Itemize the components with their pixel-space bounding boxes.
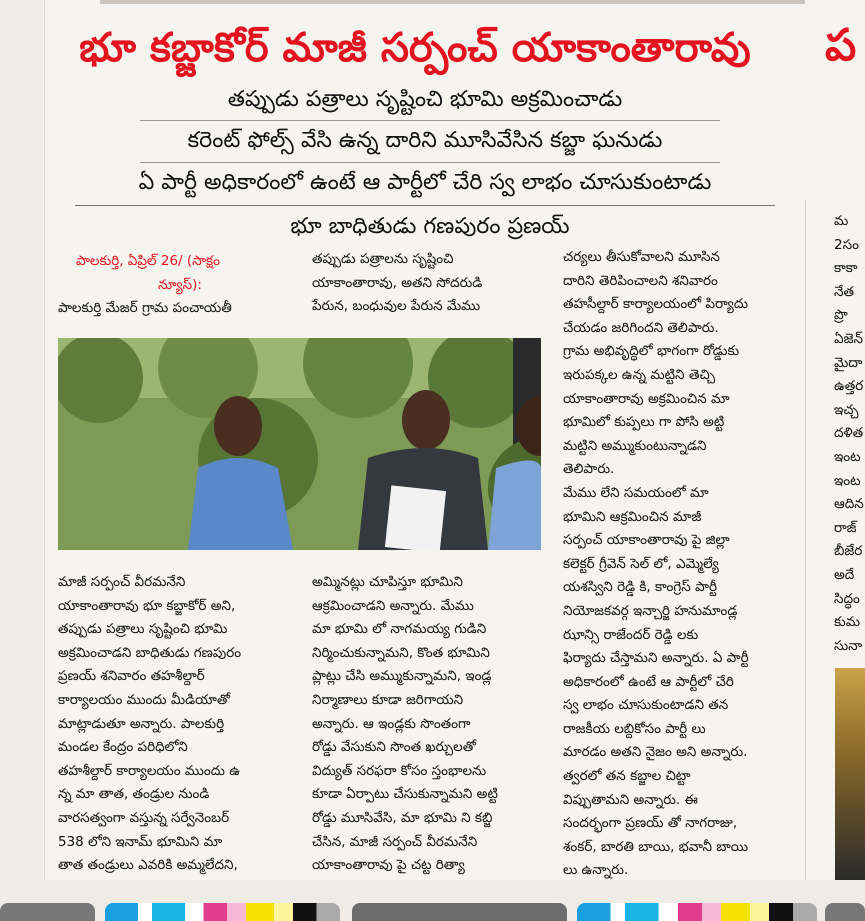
body-line: ఆక్రమించాడని అన్నారు. మేము: [312, 597, 474, 614]
body-line: తహశీల్దార్ కార్యాలయం ముందు ఉ: [58, 762, 240, 779]
subhead-rule-2: [140, 162, 720, 163]
body-line: అన్నారు. ఆ ఇండ్లకు సొంతంగా: [312, 715, 471, 732]
body-line: తహసీల్దార్ కార్యాలయంలో పిర్యాదు: [563, 296, 749, 313]
body-line: ఇరుపక్కల ఉన్న మట్టిని తెచ్చి: [563, 366, 716, 383]
body-line: మండల కేంద్రం పరిధిలోని: [58, 739, 188, 756]
body-line: అక్రమించాడని బాధితుడు గణపురం: [58, 644, 242, 661]
news-photo: [58, 338, 541, 550]
body-line: నిర్మించుకున్నామని, కొంత భూమిని: [312, 644, 490, 661]
body-line: యశస్విని రెడ్డి కి, కాంగ్రెస్ పార్టీ: [563, 579, 717, 596]
registration-mark: [0, 903, 95, 921]
body-line: ఇంట: [834, 448, 861, 465]
body-line: ప్లాట్లు చేసి అమ్ముకున్నామని, ఇండ్ల: [312, 668, 492, 685]
body-line: బీజేర: [834, 543, 863, 560]
subhead-rule-1: [140, 120, 720, 121]
body-line: త్వరలో తన కబ్జాల చిట్టా: [563, 768, 691, 785]
body-line: కూడా ఏర్పాటు చేసుకున్నామని అట్టి: [312, 786, 498, 803]
body-line: ఏజెన్: [834, 330, 863, 347]
body-line: మా భూమి లో నాగమయ్య గుడిని: [312, 621, 487, 638]
body-line: వారసత్వంగా వస్తున్న సర్వేనెంబర్: [58, 809, 230, 826]
body-line: అదే: [834, 566, 855, 583]
adjacent-column-text: [834, 210, 864, 658]
column-2-bottom: [312, 571, 557, 878]
color-bar-1: [105, 903, 340, 921]
body-line: ప్రణయ్ శనివారం తహశీల్దార్: [58, 668, 205, 685]
body-line: కాకా: [834, 260, 858, 277]
body-line: మేము లేని సమయంలో మా: [563, 484, 709, 501]
body-line: ప్రొ: [834, 307, 848, 324]
body-line: యాకాంతారావు భూ కబ్జాకోర్ అని,: [58, 597, 236, 614]
body-line: పేరున, బంధువుల పేరున మేము: [312, 298, 481, 315]
body-line: నియోజకవర్గ ఇన్చార్జి హనుమాండ్ల: [563, 602, 738, 619]
body-line: నిర్మాణాలు కూడా జరిగాయని: [312, 691, 464, 708]
body-line: మైదా: [834, 354, 863, 371]
body-line: మట్టిని అమ్ముకుంటున్నాడని: [563, 437, 707, 454]
body-line: చేసిన, మాజీ సర్పంచ్ వీరమనేని: [312, 833, 478, 850]
dateline-line-2: న్యూస్):: [158, 276, 202, 293]
body-line: తప్పుడు పత్రాలు సృష్టించి భూమి: [58, 621, 228, 638]
subhead-rule-3: [75, 205, 775, 206]
body-line: కార్యాలయం ముందు మీడియాతో: [58, 691, 231, 708]
body-line: దళిత: [834, 425, 864, 442]
body-line: న్న మా తాత, తండ్రుల నుండి: [58, 786, 210, 803]
body-line: కలెక్టర్ గ్రీవెన్ సెల్ లో, ఎమ్మెల్యే: [563, 555, 719, 572]
subhead-2: కరెంట్ ఫోల్స్ వేసి ఉన్న దారిని మూసివేసిన కబ్జా ఘనుడు: [187, 128, 663, 153]
registration-mark-3: [825, 903, 865, 921]
body-line: చేయడం జరిగిందని తెలిపారు.: [563, 319, 719, 336]
subhead-1: తప్పుడు పత్రాలు సృష్టించి భూమి అక్రమించాడు: [227, 87, 623, 112]
body-line: ఫిర్యాదు చేస్తామని అన్నారు. ఏ పార్టీ: [563, 650, 749, 667]
body-line: సందర్భంగా ప్రణయ్ తో నాగరాజు,: [563, 815, 738, 832]
body-line: యాకాంతారావు, అతని సోదరుడి: [312, 274, 483, 291]
body-line: మాట్లాడుతూ అన్నారు. పాలకుర్తి: [58, 715, 225, 732]
dateline-line-1: పాలకుర్తి, ఏప్రిల్ 26/ (సాక్షం: [76, 253, 220, 269]
body-line: స్వ లాభం చూసుకుంటాడని తన: [563, 697, 729, 714]
subhead-3: ఏ పార్టీ అధికారంలో ఉంటే ఆ పార్టీలో చేరి స్వ లాభం చూసుకుంటాడు: [138, 170, 712, 195]
adjacent-headline-fragment: ప: [825, 20, 857, 71]
body-line: ఉత్తర: [834, 378, 864, 395]
body-line: రాజ్: [834, 519, 857, 536]
body-line: రోడ్డు మూసివేసి, మా భూమి ని కబ్జి: [312, 809, 493, 826]
body-line: దారిని తెరిపించాలని శనివారం: [563, 272, 718, 289]
body-line: సర్పంచ్ యాకాంతారావు పై జిల్లా: [563, 532, 730, 549]
body-line: మారడం అతని నైజం అని అన్నారు.: [563, 744, 748, 761]
body-line: తాత తండ్రులు ఎవరికి అమ్మలేదని,: [58, 857, 238, 874]
column-2-top: [312, 248, 552, 319]
body-line: నేత: [834, 283, 854, 300]
body-line: అమ్మినట్లు చూపిస్తూ భూమిని: [312, 574, 463, 590]
headline: భూ కబ్జాకోర్ మాజీ సర్పంచ్ యాకాంతారావు: [79, 25, 751, 71]
body-line: ఆదిన: [834, 496, 864, 513]
body-line: మ: [834, 213, 849, 229]
column-1-bottom: [58, 571, 303, 878]
body-line: గ్రామ అభివృద్ధిలో భాగంగా రోడ్డుకు: [563, 343, 740, 360]
body-line: ఇచ్చ: [834, 401, 859, 418]
body-line: ఇంట: [834, 472, 861, 489]
body-line: భూమిని ఆక్రమించిన మాజీ: [563, 508, 702, 525]
column-3: [563, 246, 803, 883]
body-line: తెలిపారు.: [563, 461, 615, 478]
body-line: సునా: [834, 637, 863, 654]
body-line: లు ఉన్నారు.: [563, 862, 629, 879]
body-line: యాకాంతారావు అక్రమించిన మా: [563, 390, 730, 407]
body-line: తప్పుడు పత్రాలను సృష్టించి: [312, 251, 454, 267]
left-page-edge: [0, 0, 45, 880]
body-line: కుమ: [834, 614, 861, 631]
color-bar-2: [577, 903, 817, 921]
body-line: 2సం: [834, 236, 859, 253]
body-line: చర్యలు తీసుకోవాలని మూసిన: [563, 249, 720, 265]
body-line: శంకర్, బారతి బాయి, భవానీ బాయి: [563, 838, 749, 855]
adjacent-photo: [835, 668, 865, 880]
body-line: రోడ్డు వేసుకుని సొంత ఖర్చులతో: [312, 739, 476, 756]
column-1-top: [58, 250, 298, 321]
body-line: పాలకుర్తి మేజర్ గ్రామ పంచాయతీ: [58, 300, 232, 317]
top-rule: [100, 0, 805, 4]
news-photo-illustration: [58, 338, 541, 550]
byline: భూ బాధితుడు గణపురం ప్రణయ్: [290, 214, 570, 239]
registration-mark-2: [352, 903, 567, 921]
body-line: యాకాంతారావు పై చట్ట రిత్యా: [312, 857, 465, 874]
body-line: విప్పుతామని అన్నారు. ఈ: [563, 791, 698, 808]
body-line: అధికారంలో ఉంటే ఆ పార్టీలో చేరి: [563, 673, 734, 690]
body-line: మాజీ సర్పంచ్ వీరమనేని: [58, 574, 186, 590]
body-line: 538 లోని ఇనామ్ భూమిని మా: [58, 833, 223, 850]
body-line: రాజకీయ లబ్దికోసం పార్టీ లు: [563, 720, 706, 737]
body-line: సిద్ధం: [834, 590, 860, 607]
body-line: ఝాన్సి రాజేందర్ రెడ్డి లకు: [563, 626, 699, 643]
body-line: భూమిలో కుప్పలు గా పోసి అట్టి: [563, 414, 725, 431]
body-line: విద్యుత్ సరఫరా కోసం స్తంభాలను: [312, 762, 487, 779]
